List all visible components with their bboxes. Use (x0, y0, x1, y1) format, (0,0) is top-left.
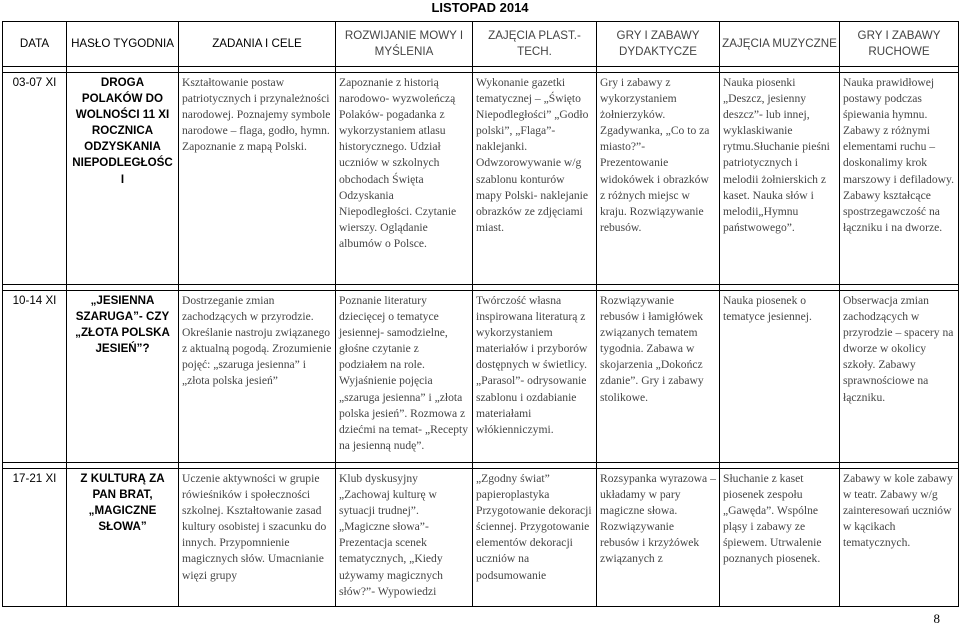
table-row (3, 469, 959, 607)
cell-date: 03-07 XI (3, 73, 67, 285)
cell-ruchowe: Zabawy w kole zabawy w teatr. Zabawy w/g zainteresowań uczniów w kącikach tematycznych. (840, 469, 959, 607)
cell-ruchowe: Nauka prawidłowej postawy podczas śpiewania hymnu. Zabawy z różnymi elementami ruchu – doskonalimy krok marszowy i defiladowy. Zabawy kształcące spostrzegawczość na łączniku i na dworze. (840, 73, 959, 285)
table-row (3, 73, 959, 285)
header-plast: ZAJĘCIA PLAST.-TECH. (473, 22, 597, 67)
cell-ruchowe: Obserwacja zmian zachodzących w przyrodzie – spacery na dworze w okolicy szkoły. Zabawy sprawnościowe na łączniku. (840, 291, 959, 463)
header-row (3, 22, 959, 67)
page-number: 8 (933, 611, 940, 626)
cell-zadania: Uczenie aktywności w grupie rówieśników i społeczności szkolnej. Kształtowanie zasad kultury osobistej i szacunku do innych. Przypomnienie magicznych słów. Umacnianie więzi grupy (179, 469, 336, 607)
cell-dydaktyczne: Rozwiązywanie rebusów i łamigłówek związanych tematem tygodnia. Zabawa w skojarzenia „Dokończ zdanie”. Gry i zabawy stolikowe. (597, 291, 720, 463)
cell-muzyczne: Nauka piosenki „Deszcz, jesienny deszcz”- lub innej, wyklaskiwanie rytmu.Słuchanie pieśni patriotycznych i melodii żołnierskich z kaset. Nauka słów i melodii„Hymnu państwowego”. (720, 73, 840, 285)
cell-haslo: Z KULTURĄ ZA PAN BRAT, „MAGICZNE SŁOWA” (67, 469, 179, 607)
header-data: DATA (3, 22, 67, 67)
cell-muzyczne: Słuchanie z kaset piosenek zespołu „Gawęda”. Wspólne pląsy i zabawy ze śpiewem. Utrwalenie poznanych piosenek. (720, 469, 840, 607)
header-muzyczne: ZAJĘCIA MUZYCZNE (720, 22, 840, 67)
cell-dydaktyczne: Gry i zabawy z wykorzystaniem żołnierzyków. Zgadywanka, „Co to za miasto?”- Prezentowanie widokówek i obrazków z różnych miejsc w kraju. Rozwiązywanie rebusów. (597, 73, 720, 285)
cell-dydaktyczne: Rozsypanka wyrazowa – układamy w pary magiczne słowa. Rozwiązywanie rebusów i krzyżówek związanych z (597, 469, 720, 607)
header-haslo: HASŁO TYGODNIA (67, 22, 179, 67)
cell-zadania: Dostrzeganie zmian zachodzących w przyrodzie. Określanie nastroju związanego z aktualną pogodą. Zrozumienie pojęć: „szaruga jesienna” i „złota polska jesień” (179, 291, 336, 463)
cell-plast: Twórczość własna inspirowana literaturą z wykorzystaniem materiałów i przyborów dostępnych w świetlicy. „Parasol”- odrysowanie szablonu i ozdabianie materiałami włókienniczymi. (473, 291, 597, 463)
cell-muzyczne: Nauka piosenek o tematyce jesiennej. (720, 291, 840, 463)
header-dydaktyczne: GRY I ZABAWY DYDAKTYCZE (597, 22, 720, 67)
header-mowa: ROZWIJANIE MOWY I MYŚLENIA (336, 22, 473, 67)
cell-mowa: Zapoznanie z historią narodowo- wyzwoleńczą Polaków- pogadanka z wykorzystaniem atlasu historycznego. Udział uczniów w szkolnych obchodach Święta Odzyskania Niepodległości. Czytanie wierszy. Oglądanie albumów o Polsce. (336, 73, 473, 285)
page-title: LISTOPAD 2014 (431, 0, 529, 15)
cell-date: 17-21 XI (3, 469, 67, 607)
plan-table (2, 21, 959, 607)
cell-haslo: DROGA POLAKÓW DO WOLNOŚCI 11 XI ROCZNICA ODZYSKANIA NIEPODLEGŁOŚC I (67, 73, 179, 285)
cell-plast: „Zgodny świat” papieroplastyka Przygotowanie dekoracji ściennej. Przygotowanie elementów dekoracji uczniów na podsumowanie (473, 469, 597, 607)
header-ruchowe: GRY I ZABAWY RUCHOWE (840, 22, 959, 67)
cell-haslo: „JESIENNA SZARUGA”- CZY „ZŁOTA POLSKA JESIEŃ”? (67, 291, 179, 463)
cell-date: 10-14 XI (3, 291, 67, 463)
header-zadania: ZADANIA I CELE (179, 22, 336, 67)
cell-zadania: Kształtowanie postaw patriotycznych i przynależności narodowej. Poznajemy symbole narodowe – flaga, godło, hymn. Zapoznanie z mapą Polski. (179, 73, 336, 285)
cell-mowa: Klub dyskusyjny „Zachowaj kulturę w sytuacji trudnej”. „Magiczne słowa”- Prezentacja scenek tematycznych, „Kiedy używamy magicznych słów?”- Wypowiedzi (336, 469, 473, 607)
cell-plast: Wykonanie gazetki tematycznej – „Święto Niepodległości” „Godło polski”, „Flaga”- naklejanki. Odwzorowywanie w/g szablonu konturów mapy Polski- naklejanie obrazków ze zdjęciami miast. (473, 73, 597, 285)
cell-mowa: Poznanie literatury dziecięcej o tematyce jesiennej- samodzielne, głośne czytanie z podziałem na role. Wyjaśnienie pojęcia „szaruga jesienna” i „złota polska jesień”. Rozmowa z dziećmi na temat- „Recepty na jesienną nudę”. (336, 291, 473, 463)
table-row (3, 291, 959, 463)
